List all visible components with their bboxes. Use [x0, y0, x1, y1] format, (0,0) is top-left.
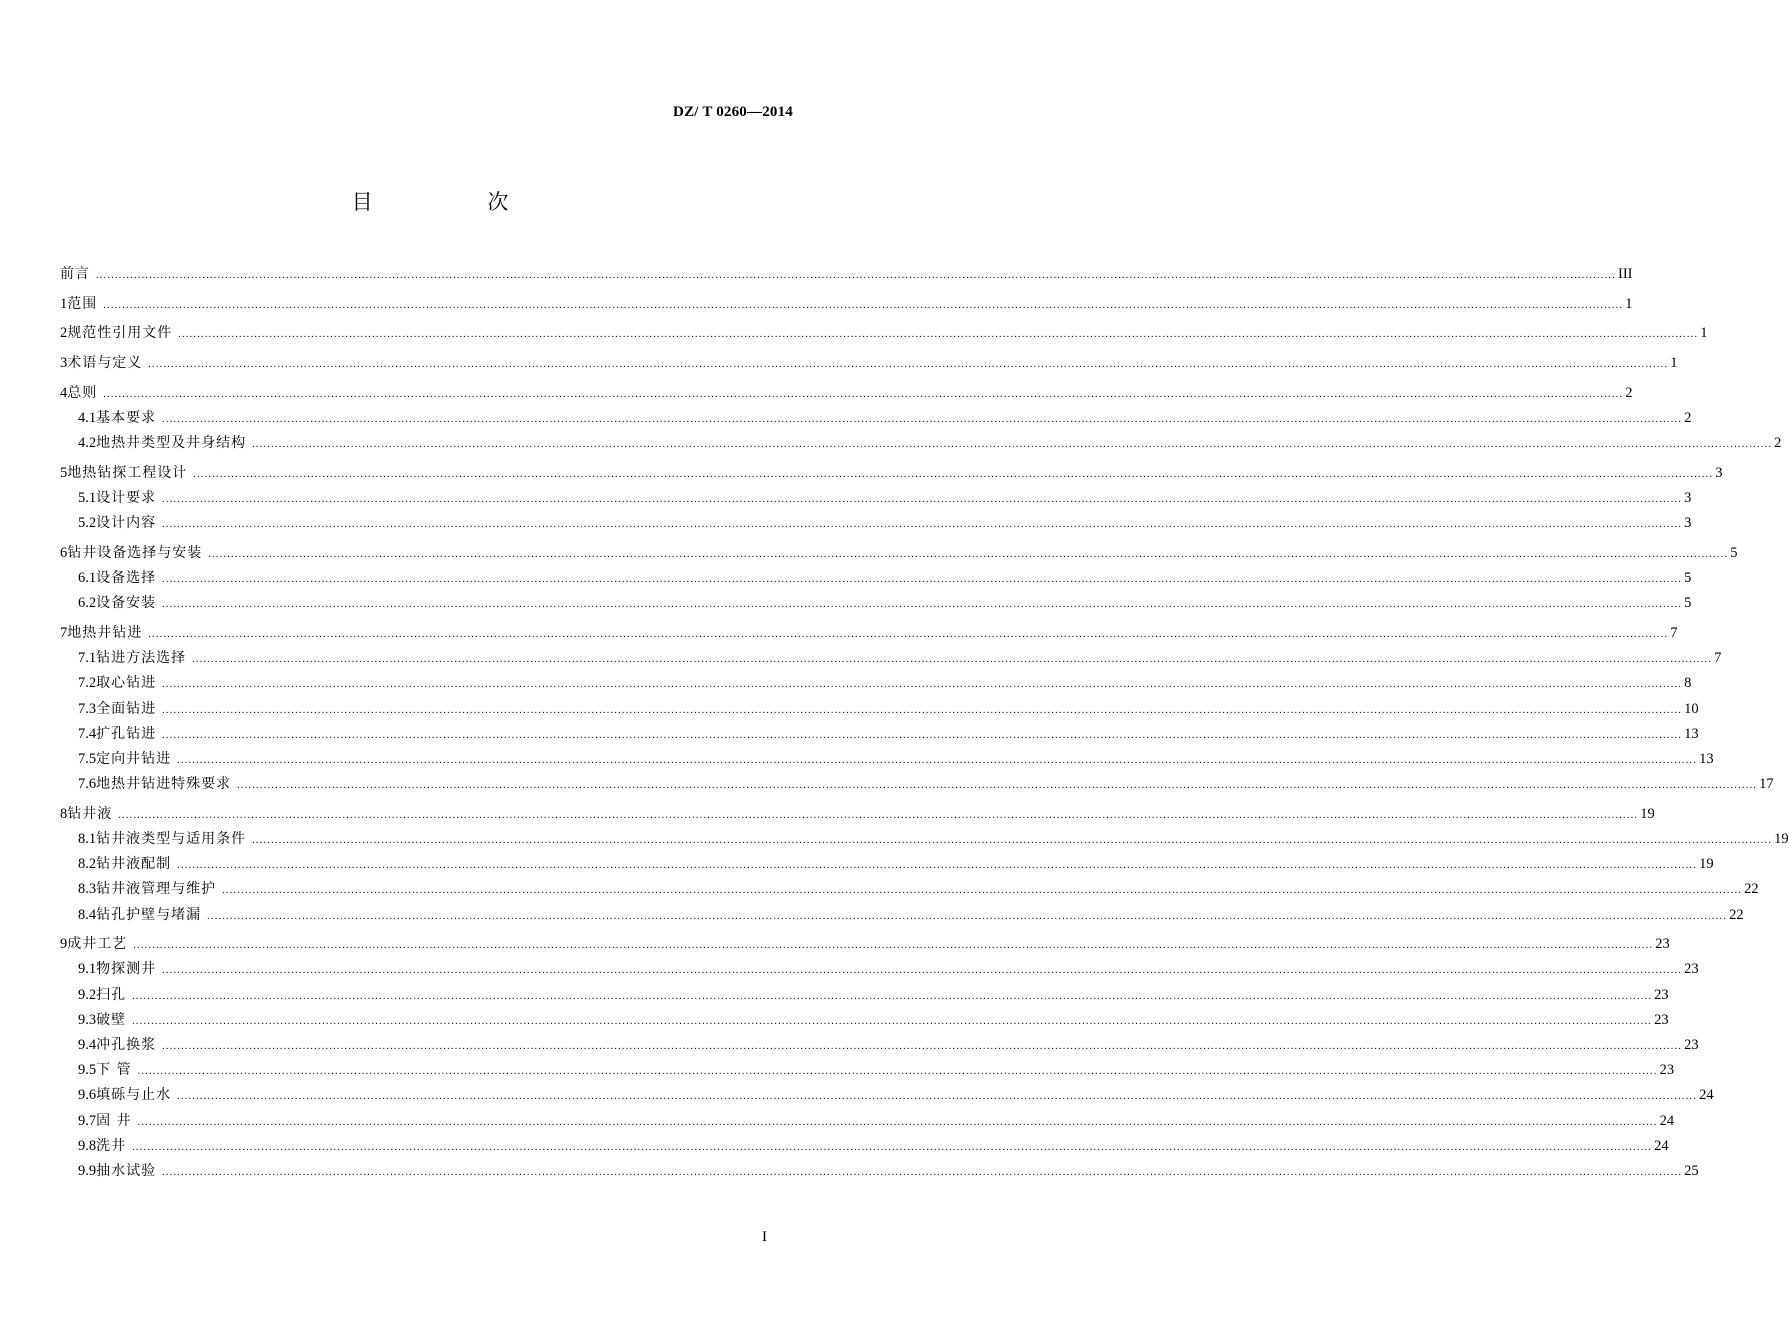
dot-leader: ................................................................................................................................................................................................................................................................................................................................................................................................................ — [222, 885, 1743, 897]
toc-entry-number: 7.6 — [78, 776, 97, 793]
toc-entry-number: 8.3 — [78, 881, 97, 898]
dot-leader: ................................................................................................................................................................................................................................................................................................................................................................................................................ — [118, 809, 1639, 821]
toc-entry[interactable] — [60, 568, 1692, 593]
dot-leader: ................................................................................................................................................................................................................................................................................................................................................................................................................ — [208, 548, 1729, 560]
toc-entry[interactable] — [60, 985, 1669, 1010]
toc-entry[interactable] — [60, 433, 1782, 458]
dot-leader: ................................................................................................................................................................................................................................................................................................................................................................................................................ — [178, 329, 1699, 341]
toc-entry-number: 9.1 — [78, 961, 97, 978]
dot-leader: ................................................................................................................................................................................................................................................................................................................................................................................................................ — [137, 1116, 1658, 1128]
toc-entry-number: 7.2 — [78, 675, 97, 692]
dot-leader: ................................................................................................................................................................................................................................................................................................................................................................................................................ — [237, 780, 1758, 792]
toc-entry[interactable] — [60, 1060, 1675, 1085]
toc-entry-number: 7 — [60, 624, 68, 641]
toc-entry-number: 8.2 — [78, 856, 97, 873]
toc-entry-page: 1 — [1625, 295, 1633, 312]
toc-entry-page: 3 — [1684, 490, 1692, 506]
toc-entry-label: 范围 — [67, 295, 98, 312]
toc-entry[interactable] — [60, 934, 1670, 959]
dot-leader: ................................................................................................................................................................................................................................................................................................................................................................................................................ — [162, 519, 1683, 531]
toc-entry-page: 2 — [1774, 435, 1782, 452]
standard-code: DZ/ T 0260—2014 — [673, 104, 793, 120]
dot-leader: ................................................................................................................................................................................................................................................................................................................................................................................................................ — [103, 388, 1624, 400]
toc-entry-page: 23 — [1684, 1036, 1699, 1053]
dot-leader: ................................................................................................................................................................................................................................................................................................................................................................................................................ — [132, 1015, 1653, 1027]
toc-entry[interactable] — [60, 774, 1774, 799]
toc-entry-page: 13 — [1699, 750, 1714, 767]
toc-entry-number: 9.3 — [78, 1011, 97, 1028]
toc-entry-page: 23 — [1654, 1011, 1669, 1028]
dot-leader: ................................................................................................................................................................................................................................................................................................................................................................................................................ — [177, 860, 1698, 872]
dot-leader: ................................................................................................................................................................................................................................................................................................................................................................................................................ — [207, 910, 1728, 922]
toc-entry-label: 全面钻进 — [96, 700, 157, 717]
dot-leader: ................................................................................................................................................................................................................................................................................................................................................................................................................ — [252, 834, 1773, 846]
toc-entry[interactable] — [60, 699, 1699, 724]
dot-leader: ................................................................................................................................................................................................................................................................................................................................................................................................................ — [132, 1141, 1653, 1153]
dot-leader: ................................................................................................................................................................................................................................................................................................................................................................................................................ — [148, 359, 1669, 371]
toc-entry-label: 地热井钻进 — [67, 624, 143, 641]
toc-entry-label: 钻井液 — [67, 805, 113, 822]
toc-entry[interactable] — [60, 1111, 1675, 1136]
toc-entry[interactable] — [60, 623, 1678, 648]
toc-entry-number: 9.9 — [78, 1162, 97, 1179]
toc-entry-number: 8.1 — [78, 830, 97, 847]
toc-entry-label: 洗井 — [96, 1137, 127, 1154]
toc-entry-page: 3 — [1715, 464, 1723, 481]
toc-entry-page: 2 — [1684, 409, 1692, 426]
toc-entry-page: 24 — [1654, 1137, 1669, 1154]
toc-entry-number: 9 — [60, 936, 68, 953]
toc-entry-label: 基本要求 — [96, 409, 157, 426]
toc-entry[interactable] — [60, 1035, 1699, 1060]
toc-entry-page: 19 — [1699, 856, 1714, 873]
toc-entry[interactable] — [60, 724, 1699, 749]
toc-entry-label: 钻井设备选择与安装 — [67, 544, 203, 561]
toc-entry-label: 物探测井 — [96, 961, 157, 978]
toc-entry-number: 4.1 — [78, 409, 97, 426]
toc-entry-label: 扩孔钻进 — [96, 725, 157, 742]
dot-leader: ................................................................................................................................................................................................................................................................................................................................................................................................................ — [162, 704, 1683, 716]
toc-entry-page: 1 — [1670, 355, 1678, 372]
toc-entry-label: 地热井钻进特殊要求 — [96, 776, 232, 793]
toc-entry-page: 19 — [1774, 830, 1789, 847]
toc-entry[interactable] — [60, 1010, 1669, 1035]
dot-leader: ................................................................................................................................................................................................................................................................................................................................................................................................................ — [162, 599, 1683, 611]
toc-entry[interactable] — [60, 829, 1789, 854]
toc-entry-number: 4.2 — [78, 435, 97, 452]
toc-entry-page: 7 — [1670, 624, 1678, 641]
toc-entry-label: 规范性引用文件 — [67, 325, 173, 342]
toc-entry-label: 设备安装 — [96, 595, 157, 612]
toc-entry-page: 10 — [1684, 700, 1699, 717]
toc-entry[interactable] — [60, 673, 1692, 698]
toc-entry[interactable] — [60, 959, 1699, 984]
toc-entry-page: 25 — [1684, 1162, 1699, 1179]
toc-entry[interactable] — [60, 383, 1633, 408]
toc-entry[interactable] — [60, 323, 1708, 348]
toc-entry[interactable] — [60, 749, 1714, 774]
toc-entry-label: 总则 — [67, 384, 98, 401]
dot-leader: ................................................................................................................................................................................................................................................................................................................................................................................................................ — [177, 754, 1698, 766]
toc-entry-number: 8 — [60, 805, 68, 822]
toc-entry[interactable] — [60, 879, 1759, 904]
toc-entry-page: 22 — [1744, 881, 1759, 898]
toc-entry-number: 1 — [60, 295, 68, 312]
toc-entry-page: 3 — [1684, 515, 1692, 532]
toc-entry[interactable] — [60, 1085, 1714, 1110]
toc-entry[interactable] — [60, 513, 1692, 538]
toc-entry-number: 7.1 — [78, 650, 97, 667]
toc-entry-number: 5.1 — [78, 490, 97, 506]
toc-entry-page: 19 — [1640, 805, 1655, 822]
toc-entry-label: 钻井液类型与适用条件 — [96, 830, 247, 847]
toc-entry-page: 24 — [1699, 1087, 1714, 1104]
dot-leader: ................................................................................................................................................................................................................................................................................................................................................................................................................ — [103, 299, 1624, 311]
toc-entry-label: 钻孔护壁与堵漏 — [96, 906, 202, 923]
toc-entry-page: 5 — [1684, 595, 1692, 612]
toc-entry-label: 填砾与止水 — [96, 1087, 172, 1104]
toc-entry-label: 设备选择 — [96, 570, 157, 587]
dot-leader: ................................................................................................................................................................................................................................................................................................................................................................................................................ — [192, 654, 1713, 666]
toc-entry[interactable] — [60, 593, 1692, 618]
toc-entry-page: 5 — [1730, 544, 1738, 561]
dot-leader: ................................................................................................................................................................................................................................................................................................................................................................................................................ — [162, 1040, 1683, 1052]
toc-title: 目 次 — [351, 190, 563, 214]
toc-entry-label: 钻进方法选择 — [96, 650, 187, 667]
toc-entry[interactable] — [60, 804, 1655, 829]
toc-entry-number: 9.2 — [78, 986, 97, 1003]
dot-leader: ................................................................................................................................................................................................................................................................................................................................................................................................................ — [148, 628, 1669, 640]
toc-entry-number: 6 — [60, 544, 68, 561]
toc-entry[interactable] — [60, 854, 1714, 879]
toc-entry-number: 6.2 — [78, 595, 97, 612]
page-number: I — [762, 1229, 767, 1245]
toc-entry-number: 9.8 — [78, 1137, 97, 1154]
toc-entry-label: 设计内容 — [96, 515, 157, 532]
toc-entry[interactable] — [60, 264, 1633, 289]
toc-entry-label: 术语与定义 — [67, 355, 143, 372]
dot-leader: ................................................................................................................................................................................................................................................................................................................................................................................................................ — [162, 679, 1683, 691]
dot-leader: ................................................................................................................................................................................................................................................................................................................................................................................................................ — [162, 965, 1683, 977]
toc-entry-page: 7 — [1714, 650, 1722, 667]
toc-entry-label: 固 井 — [96, 1112, 132, 1129]
toc-entry[interactable] — [60, 294, 1633, 319]
dot-leader: ................................................................................................................................................................................................................................................................................................................................................................................................................ — [252, 439, 1773, 451]
toc-entry[interactable] — [60, 905, 1744, 930]
toc-entry[interactable] — [60, 463, 1723, 488]
toc-entry-page: 23 — [1659, 1062, 1675, 1079]
toc-entry-label: 设计要求 — [96, 490, 157, 506]
toc-entry-number: 7.5 — [78, 750, 97, 767]
toc-entry-page: 23 — [1684, 961, 1699, 978]
toc-entry-number: 8.4 — [78, 906, 97, 923]
dot-leader: ................................................................................................................................................................................................................................................................................................................................................................................................................ — [137, 1066, 1658, 1078]
toc-entry-page: 1 — [1700, 325, 1708, 342]
toc-entry-label: 扫孔 — [96, 986, 127, 1003]
dot-leader: ................................................................................................................................................................................................................................................................................................................................................................................................................ — [96, 270, 1616, 281]
toc-entry[interactable] — [60, 1161, 1699, 1186]
dot-leader: ................................................................................................................................................................................................................................................................................................................................................................................................................ — [162, 494, 1683, 505]
toc-entry-page: 2 — [1625, 384, 1633, 401]
toc-entry-number: 7.4 — [78, 725, 97, 742]
toc-entry-label: 冲孔换浆 — [96, 1036, 157, 1053]
toc-entry-page: 13 — [1684, 725, 1699, 742]
toc-entry-number: 9.6 — [78, 1087, 97, 1104]
toc-entry-page: III — [1618, 266, 1633, 282]
toc-entry[interactable] — [60, 648, 1722, 673]
toc-entry-page: 24 — [1659, 1112, 1675, 1129]
toc-entry-label: 下 管 — [96, 1062, 132, 1079]
dot-leader: ................................................................................................................................................................................................................................................................................................................................................................................................................ — [162, 574, 1683, 586]
table-of-contents — [60, 264, 1789, 1186]
toc-entry-label: 抽水试验 — [96, 1162, 157, 1179]
toc-entry[interactable] — [60, 543, 1738, 568]
toc-entry-number: 5.2 — [78, 515, 97, 532]
toc-entry-page: 8 — [1684, 675, 1692, 692]
toc-entry-number: 4 — [60, 384, 68, 401]
toc-entry-label: 定向井钻进 — [96, 750, 172, 767]
toc-entry-page: 17 — [1759, 776, 1774, 793]
dot-leader: ................................................................................................................................................................................................................................................................................................................................................................................................................ — [132, 990, 1653, 1002]
toc-entry-label: 地热钻探工程设计 — [67, 464, 188, 481]
toc-entry-page: 5 — [1684, 570, 1692, 587]
toc-entry-number: 2 — [60, 325, 68, 342]
toc-entry[interactable] — [60, 353, 1678, 378]
toc-entry[interactable] — [60, 1136, 1669, 1161]
toc-entry-label: 钻井液管理与维护 — [96, 881, 217, 898]
toc-entry-label: 钻井液配制 — [96, 856, 172, 873]
toc-entry[interactable] — [60, 408, 1692, 433]
toc-entry-label: 破壁 — [96, 1011, 127, 1028]
toc-entry-label: 地热井类型及井身结构 — [96, 435, 247, 452]
dot-leader: ................................................................................................................................................................................................................................................................................................................................................................................................................ — [162, 1166, 1683, 1178]
toc-entry-number: 7.3 — [78, 700, 97, 717]
dot-leader: ................................................................................................................................................................................................................................................................................................................................................................................................................ — [177, 1091, 1698, 1103]
toc-entry-label: 取心钻进 — [96, 675, 157, 692]
toc-entry[interactable] — [60, 488, 1692, 513]
toc-entry-number: 3 — [60, 355, 68, 372]
toc-entry-number: 9.7 — [78, 1112, 97, 1129]
toc-entry-number: 6.1 — [78, 570, 97, 587]
toc-entry-page: 22 — [1729, 906, 1744, 923]
dot-leader: ................................................................................................................................................................................................................................................................................................................................................................................................................ — [162, 413, 1683, 425]
toc-entry-number: 9.5 — [78, 1062, 97, 1079]
toc-entry-label: 前言 — [60, 266, 90, 282]
dot-leader: ................................................................................................................................................................................................................................................................................................................................................................................................................ — [133, 940, 1654, 952]
dot-leader: ................................................................................................................................................................................................................................................................................................................................................................................................................ — [193, 468, 1714, 480]
dot-leader: ................................................................................................................................................................................................................................................................................................................................................................................................................ — [162, 729, 1683, 741]
toc-entry-number: 5 — [60, 464, 68, 481]
toc-entry-label: 成井工艺 — [67, 936, 128, 953]
toc-entry-page: 23 — [1655, 936, 1670, 953]
toc-entry-number: 9.4 — [78, 1036, 97, 1053]
toc-entry-page: 23 — [1654, 986, 1669, 1003]
